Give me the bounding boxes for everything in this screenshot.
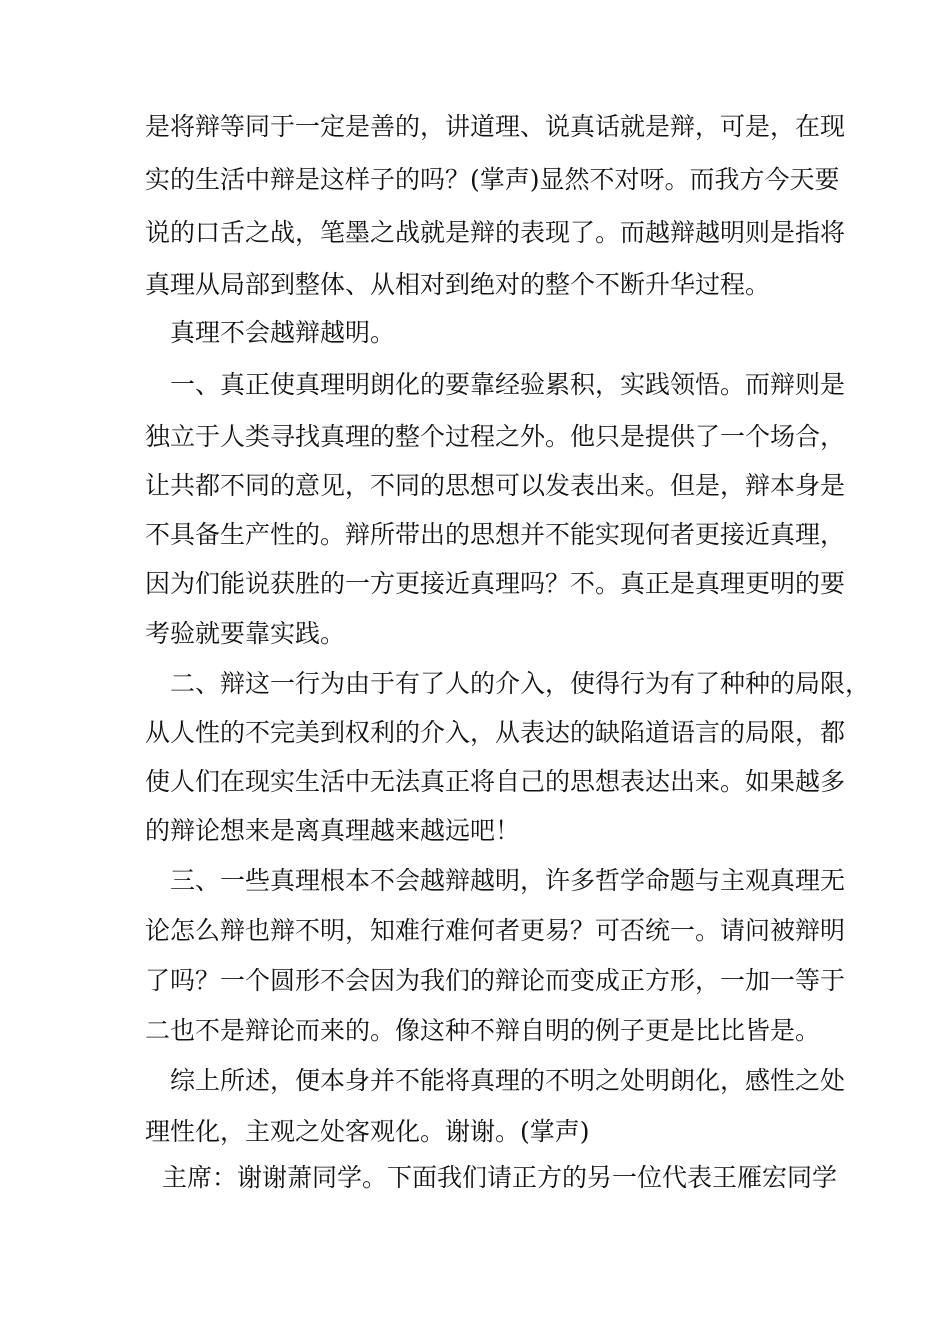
text-line: 真理从局部到整体、从相对到绝对的整个不断升华过程。 (145, 270, 771, 299)
text-line: 独立于人类寻找真理的整个过程之外。他只是提供了一个场合， (145, 422, 846, 451)
text-line: 综上所述，便本身并不能将真理的不明之处明朗化，感性之处 (170, 1066, 846, 1095)
text-line: 不具备生产性的。辩所带出的思想并不能实现何者更接近真理， (145, 520, 846, 549)
text-line: 了吗？一个圆形不会因为我们的辩论而变成正方形，一加一等于 (145, 966, 846, 995)
text-line: 一、真正使真理明朗化的要靠经验累积，实践领悟。而辩则是 (170, 370, 846, 399)
text-line: 考验就要靠实践。 (145, 619, 346, 648)
text-line: 因为们能说获胜的一方更接近真理吗？不。真正是真理更明的要 (145, 569, 846, 598)
text-line: 主席：谢谢萧同学。下面我们请正方的另一位代表王雁宏同学 (162, 1163, 838, 1192)
text-line: 是将辩等同于一定是善的，讲道理、说真话就是辩，可是，在现 (145, 112, 846, 141)
text-line: 论怎么辩也辩不明，知难行难何者更易？可否统一。请问被辩明 (145, 916, 846, 945)
text-line: 说的口舌之战，笔墨之战就是辩的表现了。而越辩越明则是指将 (145, 218, 846, 247)
text-line: 使人们在现实生活中无法真正将自己的思想表达出来。如果越多 (145, 767, 846, 796)
text-line: 三、一些真理根本不会越辩越明，许多哲学命题与主观真理无 (170, 866, 846, 895)
text-line: 让共都不同的意见，不同的思想可以发表出来。但是，辩本身是 (145, 471, 846, 500)
text-line: 从人性的不完美到权利的介入，从表达的缺陷道语言的局限，都 (145, 718, 846, 747)
text-line: 理性化，主观之处客观化。谢谢。(掌声) (145, 1117, 590, 1146)
text-line: 实的生活中辩是这样子的吗？(掌声)显然不对呀。而我方今天要 (145, 165, 840, 194)
text-line: 二、辩这一行为由于有了人的介入，使得行为有了种种的局限， (170, 669, 871, 698)
text-line: 二也不是辩论而来的。像这种不辩自明的例子更是比比皆是。 (145, 1016, 821, 1045)
text-line: 真理不会越辩越明。 (170, 318, 396, 347)
text-line: 的辩论想来是离真理越来越远吧！ (145, 816, 521, 845)
